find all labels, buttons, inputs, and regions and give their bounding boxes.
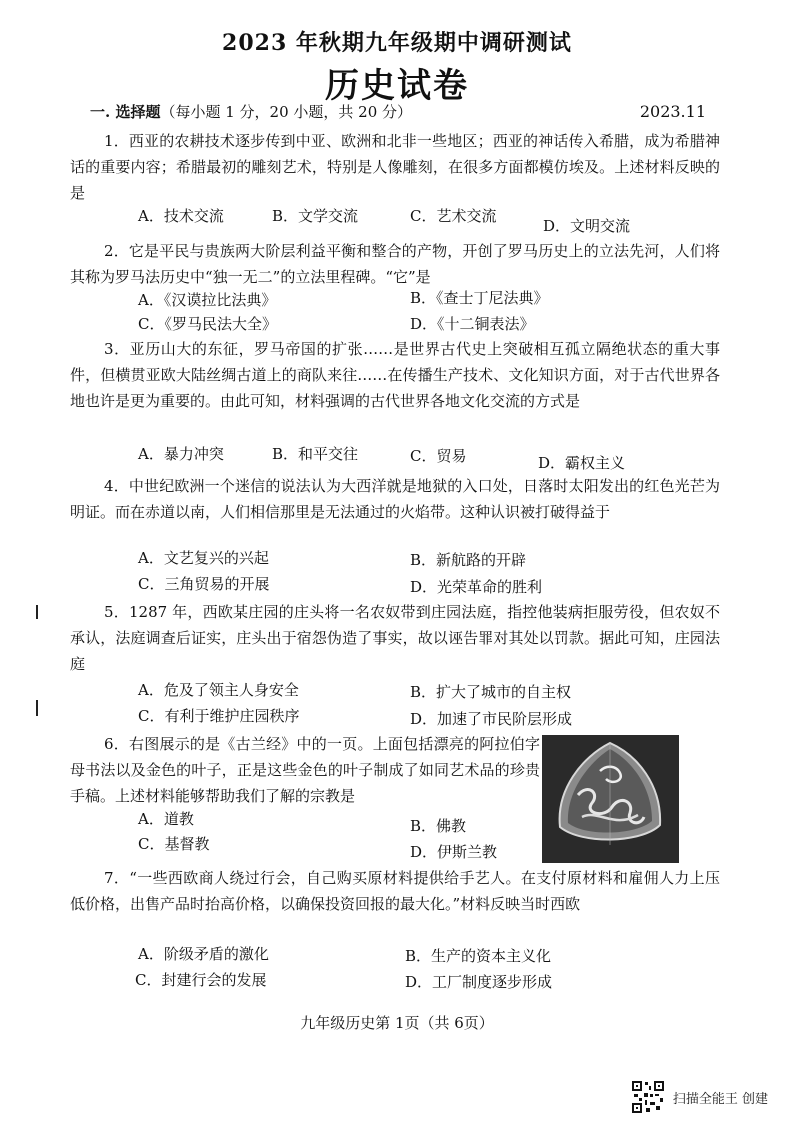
question-2-option-a: A．《汉谟拉比法典》 — [138, 291, 277, 309]
question-5-option-d: D．加速了市民阶层形成 — [410, 710, 573, 728]
section-note: （每小题 1 分，20 小题，共 20 分） — [160, 103, 413, 121]
question-6-text: 6．右图展示的是《古兰经》中的一页。上面包括漂亮的阿拉伯字母书法以及金色的叶子，正是这些金色的叶子制成了如同艺术品的珍贵手稿。上述材料能够帮助我们了解的宗教是 — [70, 735, 540, 805]
binding-mark — [36, 605, 38, 619]
question-4-option-c: C．三角贸易的开展 — [138, 575, 270, 593]
section-heading — [90, 101, 412, 122]
exam-title: 2023 年秋期九年级期中调研测试 — [222, 30, 572, 56]
question-1-option-d: D．文明交流 — [543, 217, 631, 235]
question-1-option-b: B．文学交流 — [272, 207, 359, 225]
question-7-option-b: B．生产的资本主义化 — [405, 947, 552, 965]
section-label: 一. 选择题 — [90, 103, 161, 121]
page-footer: 九年级历史第 1页（共 6页） — [300, 1014, 494, 1032]
question-2-option-c: C．《罗马民法大全》 — [138, 315, 277, 333]
question-7-option-a: A．阶级矛盾的激化 — [138, 945, 269, 963]
question-4-text: 4．中世纪欧洲一个迷信的说法认为大西洋就是地狱的入口处，日落时太阳发出的红色光芒为明证。而在赤道以南，人们相信那里是无法通过的火焰带。这种认识被打破得益于 — [70, 477, 720, 521]
qr-code-icon — [631, 1080, 665, 1114]
question-2-option-d: D．《十二铜表法》 — [410, 315, 535, 333]
question-6-option-c: C．基督教 — [138, 835, 210, 853]
question-7-option-c: C．封建行会的发展 — [135, 971, 267, 989]
scanner-watermark — [631, 1080, 768, 1114]
question-2-text: 2．它是平民与贵族两大阶层利益平衡和整合的产物，开创了罗马历史上的立法先河，人们将其称为罗马法历史中“独一无二”的立法里程碑。“它”是 — [70, 242, 720, 286]
quran-page-image — [542, 735, 679, 863]
exam-date: 2023.11 — [639, 102, 706, 121]
question-3-option-a: A．暴力冲突 — [138, 445, 224, 463]
question-3-option-c: C．贸易 — [410, 447, 467, 465]
question-5-text: 5．1287 年，西欧某庄园的庄头将一名农奴带到庄园法庭，指控他装病拒服劳役，但农奴不承认，法庭调查后证实，庄头出于宿怨伪造了事实，故以诬告罪对其处以罚款。据此可知，庄园法庭 — [70, 603, 720, 673]
question-6-option-b: B．佛教 — [410, 817, 467, 835]
question-6-option-d: D．伊斯兰教 — [410, 843, 498, 861]
question-5-option-a: A．危及了领主人身安全 — [138, 681, 299, 699]
scanner-label: 扫描全能王 创建 — [672, 1091, 768, 1107]
question-3-text: 3．亚历山大的东征，罗马帝国的扩张……是世界古代史上突破相互孤立隔绝状态的重大事件，但横贯亚欧大陆丝绸古道上的商队来往……在传播生产技术、文化知识方面，对于古代世界各地也许是更为重要的。由此可知，材料强调的古代世界各地文化交流的方式是 — [70, 340, 720, 410]
question-7-text: 7．“一些西欧商人绕过行会，自己购买原材料提供给手艺人。在支付原材料和雇佣人力上压低价格，出售产品时抬高价格，以确保投资回报的最大化。”材料反映当时西欧 — [70, 869, 720, 913]
question-5-option-b: B．扩大了城市的自主权 — [410, 683, 572, 701]
question-1-option-c: C．艺术交流 — [410, 207, 497, 225]
question-3-option-b: B．和平交往 — [272, 445, 359, 463]
question-7-option-d: D．工厂制度逐步形成 — [405, 973, 553, 991]
question-4-option-b: B．新航路的开辟 — [410, 551, 527, 569]
question-4-option-a: A．文艺复兴的兴起 — [138, 549, 269, 567]
quran-leaf-illustration — [542, 735, 679, 863]
question-6-option-a: A．道教 — [138, 810, 194, 828]
subject-title: 历史试卷 — [325, 66, 469, 106]
question-1-text: 1．西亚的农耕技术逐步传到中亚、欧洲和北非一些地区；西亚的神话传入希腊，成为希腊神话的重要内容；希腊最初的雕刻艺术，特别是人像雕刻，在很多方面都模仿埃及。上述材料反映的是 — [70, 132, 720, 202]
binding-mark — [36, 700, 38, 716]
question-3-option-d: D．霸权主义 — [538, 454, 626, 472]
question-5-option-c: C．有利于维护庄园秩序 — [138, 707, 300, 725]
question-2-option-b: B．《查士丁尼法典》 — [410, 289, 549, 307]
question-4-option-d: D．光荣革命的胜利 — [410, 578, 543, 596]
question-1-option-a: A．技术交流 — [138, 207, 224, 225]
